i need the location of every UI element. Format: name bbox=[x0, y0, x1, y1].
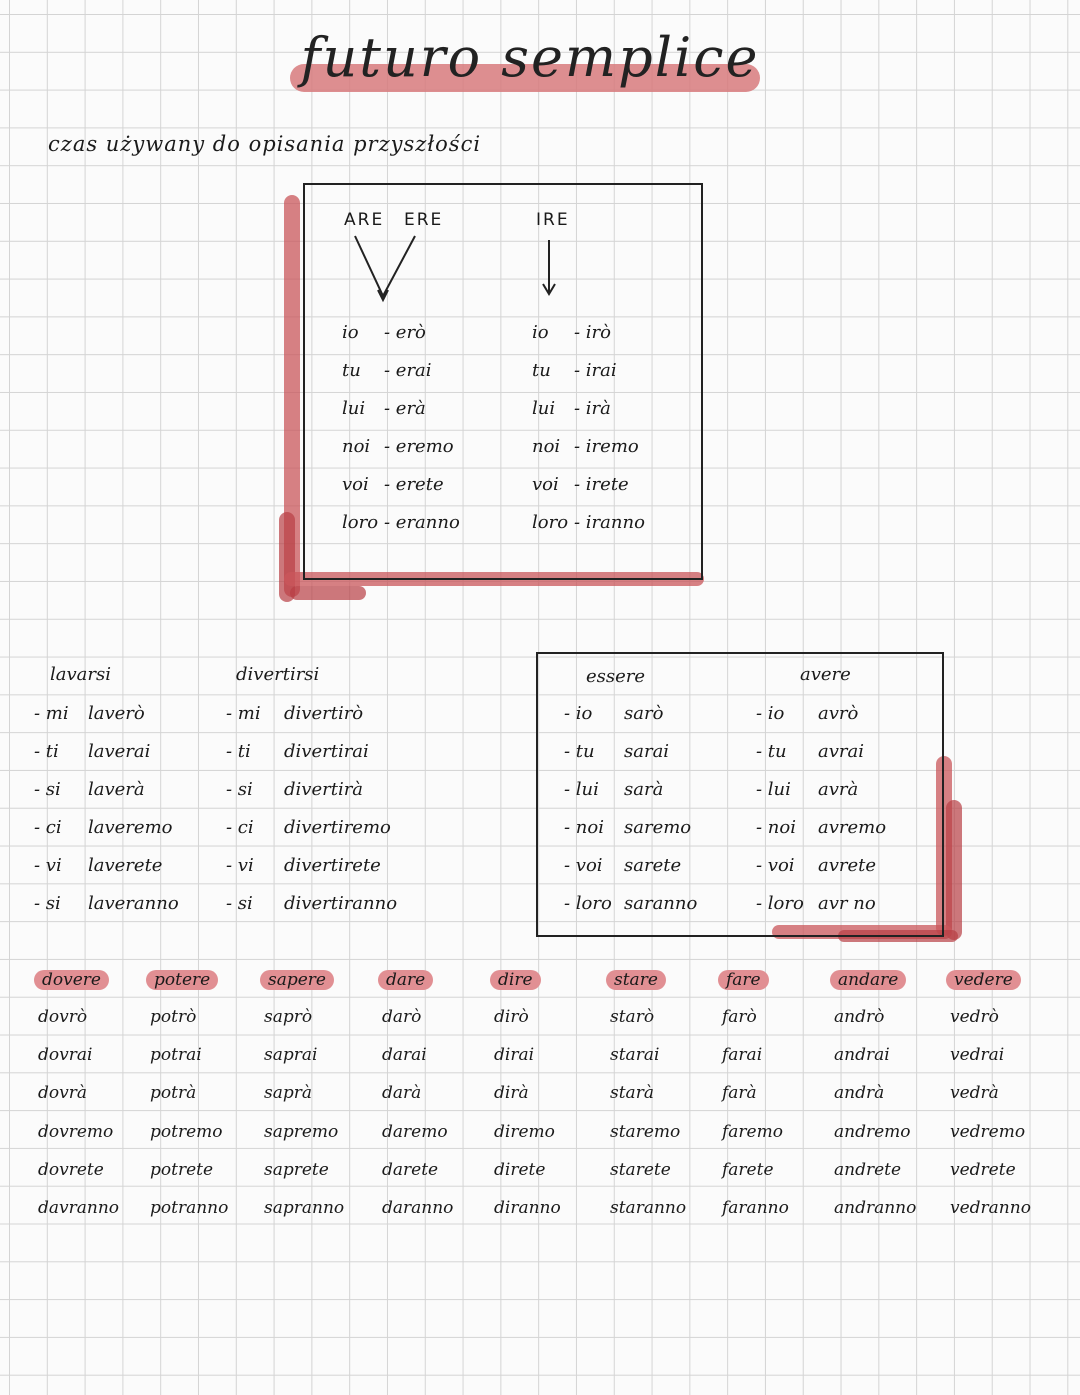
aux-box-accent-right-2 bbox=[946, 800, 962, 940]
verb-form: laverai bbox=[88, 741, 151, 762]
verb-header: dire bbox=[490, 970, 541, 990]
verb-form: potrò bbox=[150, 1007, 197, 1027]
verb-form: potrete bbox=[150, 1159, 214, 1180]
verb-form: vedrò bbox=[950, 1007, 999, 1027]
verb-form: saremo bbox=[624, 817, 692, 838]
ending: - irai bbox=[574, 360, 617, 381]
verb-header: sapere bbox=[260, 970, 334, 990]
pronoun: - vi bbox=[226, 855, 254, 876]
verb-header: stare bbox=[606, 970, 666, 990]
verb-form: avr no bbox=[818, 893, 876, 914]
verb-form: starai bbox=[610, 1045, 660, 1066]
verb-form: andrete bbox=[834, 1159, 902, 1180]
pronoun: tu bbox=[532, 360, 551, 381]
pronoun: voi bbox=[342, 474, 369, 495]
ere-label: ERE bbox=[404, 210, 444, 230]
verb-form: dovremo bbox=[38, 1121, 114, 1142]
verb-form: potrai bbox=[150, 1045, 202, 1066]
verb-form: starò bbox=[610, 1007, 655, 1027]
pronoun: - si bbox=[226, 893, 253, 914]
pronoun: - si bbox=[34, 893, 61, 914]
ending: - eranno bbox=[384, 512, 460, 533]
divertirsi-title: divertirsi bbox=[236, 664, 320, 685]
pronoun: noi bbox=[532, 436, 561, 457]
verb-form: vedrai bbox=[950, 1045, 1005, 1066]
verb-form: dirai bbox=[494, 1045, 535, 1066]
verb-form: darete bbox=[382, 1159, 439, 1180]
verb-form: laverà bbox=[88, 779, 145, 800]
verb-form: andremo bbox=[834, 1121, 911, 1142]
pronoun: - vi bbox=[34, 855, 62, 876]
ending: - erà bbox=[384, 398, 426, 419]
verb-form: laverete bbox=[88, 855, 163, 876]
ire-label: IRE bbox=[536, 210, 570, 230]
verb-form: faranno bbox=[722, 1198, 789, 1218]
pronoun: - ci bbox=[34, 817, 62, 838]
verb-form: divertiremo bbox=[284, 817, 391, 838]
pronoun: io bbox=[342, 322, 359, 343]
verb-form: potremo bbox=[150, 1121, 223, 1142]
verb-form: andrà bbox=[834, 1083, 885, 1104]
verb-header: dovere bbox=[34, 970, 109, 990]
verb-form: vedrete bbox=[950, 1159, 1016, 1180]
pronoun: loro bbox=[532, 512, 569, 533]
verb-form: direte bbox=[494, 1159, 546, 1180]
pronoun: - mi bbox=[34, 703, 69, 724]
verb-form: dovrai bbox=[38, 1045, 93, 1066]
verb-form: davranno bbox=[38, 1198, 120, 1218]
essere-title: essere bbox=[586, 666, 646, 687]
verb-form: divertiranno bbox=[284, 893, 398, 914]
verb-header: vedere bbox=[946, 970, 1021, 990]
verb-form: sarete bbox=[624, 855, 682, 876]
verb-form: andrai bbox=[834, 1045, 890, 1066]
pronoun: - lui bbox=[564, 779, 599, 800]
page-title: futuro semplice bbox=[300, 26, 760, 89]
pronoun: loro bbox=[342, 512, 379, 533]
verb-form: avrete bbox=[818, 855, 877, 876]
pronoun: - lui bbox=[756, 779, 791, 800]
verb-form: divertirà bbox=[284, 779, 364, 800]
verb-form: starete bbox=[610, 1159, 671, 1180]
verb-form: divertirai bbox=[284, 741, 369, 762]
verb-form: faremo bbox=[722, 1121, 783, 1142]
verb-form: dovrà bbox=[38, 1083, 87, 1104]
pronoun: - noi bbox=[564, 817, 604, 838]
down-arrow-icon bbox=[538, 238, 560, 300]
verb-form: starà bbox=[610, 1083, 654, 1104]
verb-form: vedrà bbox=[950, 1083, 999, 1104]
verb-form: sapremo bbox=[264, 1121, 339, 1142]
pronoun: - loro bbox=[756, 893, 804, 914]
pronoun: - io bbox=[756, 703, 785, 724]
pronoun: lui bbox=[532, 398, 556, 419]
verb-form: daremo bbox=[382, 1121, 448, 1142]
verb-form: laveranno bbox=[88, 893, 179, 914]
pronoun: - si bbox=[226, 779, 253, 800]
pronoun: - tu bbox=[756, 741, 787, 762]
verb-form: saprà bbox=[264, 1083, 313, 1104]
verb-form: farete bbox=[722, 1159, 774, 1180]
pronoun: - si bbox=[34, 779, 61, 800]
verb-header: fare bbox=[718, 970, 769, 990]
ending: - irà bbox=[574, 398, 611, 419]
title-block bbox=[270, 20, 790, 110]
pronoun: - voi bbox=[756, 855, 795, 876]
ending: - iremo bbox=[574, 436, 639, 457]
verb-form: laveremo bbox=[88, 817, 173, 838]
pronoun: voi bbox=[532, 474, 559, 495]
pronoun: lui bbox=[342, 398, 366, 419]
ending: - erete bbox=[384, 474, 444, 495]
verb-form: potranno bbox=[150, 1198, 229, 1218]
verb-form: divertirò bbox=[284, 703, 364, 724]
verb-form: dovrete bbox=[38, 1159, 104, 1180]
pronoun: - noi bbox=[756, 817, 796, 838]
verb-form: sarò bbox=[624, 703, 664, 724]
verb-form: avremo bbox=[818, 817, 887, 838]
ending: - iranno bbox=[574, 512, 645, 533]
verb-form: vedranno bbox=[950, 1198, 1031, 1218]
verb-form: saprete bbox=[264, 1159, 329, 1180]
ending: - eremo bbox=[384, 436, 454, 457]
pronoun: - io bbox=[564, 703, 593, 724]
verb-form: saprai bbox=[264, 1045, 318, 1066]
verb-form: potrà bbox=[150, 1083, 197, 1104]
verb-form: sapranno bbox=[264, 1198, 345, 1218]
verb-form: darà bbox=[382, 1083, 422, 1104]
verb-form: avrai bbox=[818, 741, 864, 762]
verb-form: laverò bbox=[88, 703, 145, 724]
verb-form: andranno bbox=[834, 1198, 917, 1218]
verb-form: farà bbox=[722, 1083, 757, 1104]
verb-form: diranno bbox=[494, 1198, 561, 1218]
pronoun: - tu bbox=[564, 741, 595, 762]
verb-form: diremo bbox=[494, 1121, 555, 1142]
verb-form: dovrò bbox=[38, 1007, 88, 1027]
verb-form: saprò bbox=[264, 1007, 313, 1027]
verb-form: dirà bbox=[494, 1083, 529, 1104]
verb-form: sarai bbox=[624, 741, 670, 762]
pronoun: tu bbox=[342, 360, 361, 381]
verb-form: darai bbox=[382, 1045, 427, 1066]
verb-form: vedremo bbox=[950, 1121, 1026, 1142]
pronoun: noi bbox=[342, 436, 371, 457]
verb-header: andare bbox=[830, 970, 906, 990]
pronoun: - ci bbox=[226, 817, 254, 838]
verb-form: daranno bbox=[382, 1198, 454, 1218]
verb-form: farò bbox=[722, 1007, 757, 1027]
converge-arrow-icon bbox=[345, 230, 425, 310]
pronoun: - mi bbox=[226, 703, 261, 724]
verb-form: farai bbox=[722, 1045, 763, 1066]
verb-form: avrà bbox=[818, 779, 859, 800]
verb-form: sarà bbox=[624, 779, 664, 800]
verb-form: avrò bbox=[818, 703, 859, 724]
verb-header: dare bbox=[378, 970, 433, 990]
ending: - erai bbox=[384, 360, 432, 381]
pronoun: - voi bbox=[564, 855, 603, 876]
verb-form: andrò bbox=[834, 1007, 885, 1027]
verb-form: darò bbox=[382, 1007, 422, 1027]
pronoun: - ti bbox=[226, 741, 251, 762]
are-label: ARE bbox=[344, 210, 385, 230]
pronoun: io bbox=[532, 322, 549, 343]
pronoun: - loro bbox=[564, 893, 612, 914]
ending: - irete bbox=[574, 474, 629, 495]
verb-header: potere bbox=[146, 970, 218, 990]
verb-form: staranno bbox=[610, 1198, 687, 1218]
subtitle: czas używany do opisania przyszłości bbox=[48, 132, 482, 156]
verb-form: dirò bbox=[494, 1007, 529, 1027]
verb-form: staremo bbox=[610, 1121, 681, 1142]
avere-title: avere bbox=[800, 664, 851, 685]
regular-box-accent-bottom-2 bbox=[290, 586, 366, 600]
ending: - erò bbox=[384, 322, 426, 343]
verb-form: divertirete bbox=[284, 855, 381, 876]
ending: - irò bbox=[574, 322, 612, 343]
verb-form: saranno bbox=[624, 893, 698, 914]
lavarsi-title: lavarsi bbox=[50, 664, 111, 685]
pronoun: - ti bbox=[34, 741, 59, 762]
